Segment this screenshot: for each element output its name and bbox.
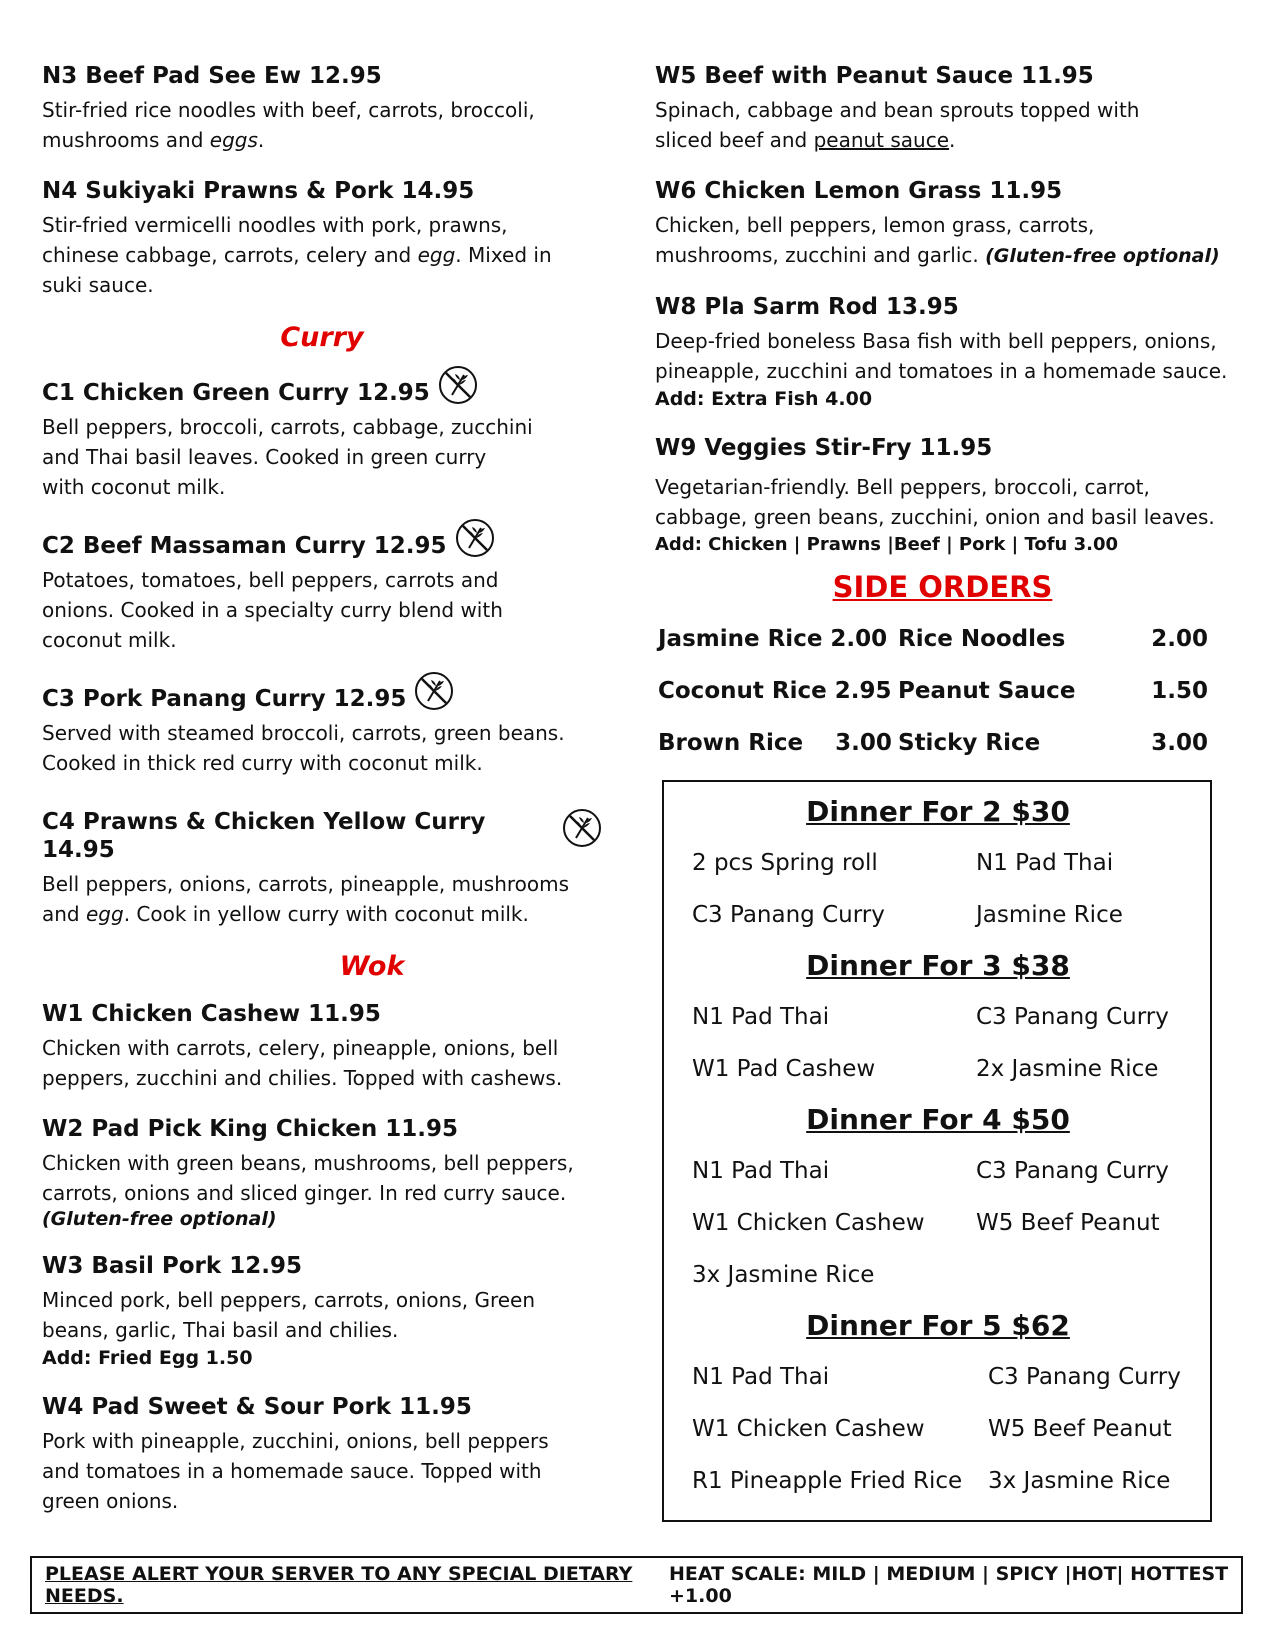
- desc-text: mushrooms, zucchini and garlic.: [655, 243, 986, 267]
- item-title: C3 Pork Panang Curry 12.95: [42, 686, 407, 712]
- item-description: [42, 1426, 602, 1516]
- side-price: 3.00: [1151, 730, 1208, 756]
- dinner-item: W1 Chicken Cashew: [692, 1416, 925, 1442]
- desc-text: . Mixed in: [455, 243, 552, 267]
- dinner-item: 3x Jasmine Rice: [988, 1468, 1171, 1494]
- dinner-item: 2 pcs Spring roll: [692, 850, 878, 876]
- desc-line: Served with steamed broccoli, carrots, green beans.: [42, 721, 565, 745]
- dinner-item: C3 Panang Curry: [976, 1004, 1169, 1030]
- item-description: [655, 210, 1230, 271]
- desc-text: .: [257, 128, 265, 152]
- add-on-note: Add: Extra Fish 4.00: [655, 388, 873, 410]
- gluten-free-note: (Gluten-free optional): [985, 245, 1220, 267]
- side-item: Brown Rice 3.00: [658, 730, 892, 756]
- menu-item-w5: [655, 62, 1230, 155]
- item-description: [655, 326, 1230, 386]
- menu-right-column: [655, 62, 1230, 758]
- desc-line: Stir-fried rice noodles with beef, carrots, broccoli,: [42, 98, 535, 122]
- item-title: W1 Chicken Cashew 11.95: [42, 1001, 381, 1027]
- dinner-item: N1 Pad Thai: [692, 1004, 830, 1030]
- add-on-note: Add: Fried Egg 1.50: [42, 1347, 253, 1369]
- item-title: W5 Beef with Peanut Sauce 11.95: [655, 63, 1094, 89]
- dinner-item: W1 Chicken Cashew: [692, 1210, 925, 1236]
- dinner-item: 3x Jasmine Rice: [692, 1262, 875, 1288]
- gluten-free-note: (Gluten-free optional): [42, 1208, 277, 1230]
- dinner-item: W1 Pad Cashew: [692, 1056, 876, 1082]
- side-price: 2.00: [1151, 626, 1208, 652]
- heat-scale: HEAT SCALE: MILD | MEDIUM | SPICY |HOT| HOTTEST +1.00: [669, 1563, 1229, 1607]
- item-title: W3 Basil Pork 12.95: [42, 1253, 302, 1279]
- item-title: N4 Sukiyaki Prawns & Pork 14.95: [42, 178, 475, 204]
- desc-line: peppers, zucchini and chilies. Topped with cashews.: [42, 1066, 563, 1090]
- dinner-title: Dinner For 4 $50: [806, 1103, 1070, 1136]
- section-heading-wok: Wok: [339, 951, 405, 982]
- item-title: W8 Pla Sarm Rod 13.95: [655, 294, 959, 320]
- desc-line: [655, 240, 1230, 271]
- desc-text: . Cook in yellow curry with coconut milk.: [123, 902, 529, 926]
- item-description: [42, 1148, 602, 1208]
- desc-text: .: [949, 128, 956, 152]
- desc-line: and Thai basil leaves. Cooked in green curry: [42, 445, 487, 469]
- item-title-row: [42, 808, 602, 864]
- desc-line: coconut milk.: [42, 628, 177, 652]
- add-on-note: Add: Chicken | Prawns |Beef | Pork | Tofu 3.00: [655, 534, 1119, 555]
- item-title: C1 Chicken Green Curry 12.95: [42, 380, 430, 406]
- dietary-alert: PLEASE ALERT YOUR SERVER TO ANY SPECIAL DIETARY NEEDS.: [45, 1563, 633, 1607]
- side-item: Peanut Sauce: [898, 678, 1076, 704]
- desc-line: beans, garlic, Thai basil and chilies.: [42, 1318, 399, 1342]
- menu-item-n4: [42, 177, 602, 300]
- desc-emphasis: egg: [417, 243, 456, 267]
- dinner-item: C3 Panang Curry: [988, 1364, 1181, 1390]
- dinner-title: Dinner For 2 $30: [806, 795, 1070, 828]
- dinner-items: [692, 1360, 1184, 1498]
- side-item: Jasmine Rice 2.00: [658, 626, 888, 652]
- item-title-row: [42, 532, 602, 560]
- menu-item-n3: [42, 62, 602, 155]
- item-title-row: [42, 685, 602, 713]
- item-description: [42, 869, 602, 929]
- dietary-footer: [30, 1556, 1243, 1614]
- item-description: [655, 472, 1230, 532]
- desc-line: Chicken, bell peppers, lemon grass, carrots,: [655, 213, 1095, 237]
- desc-line: [42, 240, 602, 270]
- item-title: W9 Veggies Stir-Fry 11.95: [655, 435, 993, 461]
- menu-item-w3: [42, 1252, 602, 1371]
- dinner-specials-box: [662, 780, 1212, 1522]
- side-item: Coconut Rice 2.95: [658, 678, 892, 704]
- desc-line: and tomatoes in a homemade sauce. Topped with: [42, 1459, 542, 1483]
- desc-line: with coconut milk.: [42, 475, 226, 499]
- desc-line: Cooked in thick red curry with coconut milk.: [42, 751, 483, 775]
- desc-line: [42, 899, 602, 929]
- desc-emphasis: egg: [85, 902, 124, 926]
- desc-line: pineapple, zucchini and tomatoes in a homemade sauce.: [655, 359, 1228, 383]
- desc-line: Chicken with green beans, mushrooms, bell peppers,: [42, 1151, 574, 1175]
- dinner-item: N1 Pad Thai: [692, 1364, 830, 1390]
- item-title: C4 Prawns & Chicken Yellow Curry 14.95: [42, 809, 486, 863]
- desc-line: green onions.: [42, 1489, 179, 1513]
- dinner-item: W5 Beef Peanut: [988, 1416, 1172, 1442]
- item-title: N3 Beef Pad See Ew 12.95: [42, 63, 382, 89]
- menu-item-w2: [42, 1115, 602, 1230]
- menu-item-w4: [42, 1393, 602, 1516]
- desc-emphasis: eggs: [209, 128, 258, 152]
- item-description: [42, 718, 602, 778]
- dinner-item: W5 Beef Peanut: [976, 1210, 1160, 1236]
- menu-item-c1: [42, 379, 602, 502]
- item-description: [42, 1285, 602, 1345]
- item-title: W2 Pad Pick King Chicken 11.95: [42, 1116, 459, 1142]
- gluten-free-icon: [455, 518, 495, 558]
- gluten-free-icon: [414, 671, 454, 711]
- menu-item-c4: [42, 808, 602, 929]
- menu-item-w9: [655, 434, 1230, 558]
- desc-line: Bell peppers, broccoli, carrots, cabbage, zucchini: [42, 415, 533, 439]
- dinner-items: [692, 846, 1184, 932]
- dinner-item: Jasmine Rice: [976, 902, 1123, 928]
- menu-item-w8: [655, 293, 1230, 412]
- side-orders-title: SIDE ORDERS: [832, 570, 1053, 604]
- desc-line: Bell peppers, onions, carrots, pineapple, mushrooms: [42, 872, 570, 896]
- desc-line: Vegetarian-friendly. Bell peppers, broccoli, carrot,: [655, 475, 1150, 499]
- item-description: [42, 95, 602, 155]
- desc-line: suki sauce.: [42, 273, 154, 297]
- dinner-items: [692, 1154, 1184, 1292]
- dinner-title: Dinner For 5 $62: [806, 1309, 1070, 1342]
- desc-line: onions. Cooked in a specialty curry blend with: [42, 598, 503, 622]
- section-heading-curry: Curry: [280, 322, 364, 353]
- item-description: [42, 565, 602, 655]
- menu-item-c2: [42, 532, 602, 655]
- item-description: [42, 210, 602, 300]
- dinner-item: N1 Pad Thai: [692, 1158, 830, 1184]
- desc-text: sliced beef and: [655, 128, 814, 152]
- dinner-item: 2x Jasmine Rice: [976, 1056, 1159, 1082]
- desc-line: Stir-fried vermicelli noodles with pork, prawns,: [42, 213, 508, 237]
- dinner-items: [692, 1000, 1184, 1086]
- item-title: W6 Chicken Lemon Grass 11.95: [655, 178, 1063, 204]
- menu-item-w1: [42, 1000, 602, 1093]
- desc-line: cabbage, green beans, zucchini, onion and basil leaves.: [655, 505, 1215, 529]
- desc-line: Potatoes, tomatoes, bell peppers, carrots and: [42, 568, 499, 592]
- dinner-item: N1 Pad Thai: [976, 850, 1114, 876]
- dinner-item: C3 Panang Curry: [692, 902, 885, 928]
- desc-text: and: [42, 902, 86, 926]
- item-description: [655, 95, 1230, 155]
- menu-item-w6: [655, 177, 1230, 271]
- side-orders-grid: [655, 624, 1230, 758]
- desc-underline: peanut sauce: [813, 128, 950, 152]
- desc-line: [655, 125, 1230, 155]
- desc-line: Minced pork, bell peppers, carrots, onions, Green: [42, 1288, 536, 1312]
- menu-item-c3: [42, 685, 602, 778]
- gluten-free-icon: [562, 808, 602, 848]
- item-title-row: [42, 379, 602, 407]
- dinner-item: R1 Pineapple Fried Rice: [692, 1468, 963, 1494]
- desc-line: [42, 125, 602, 155]
- desc-line: Pork with pineapple, zucchini, onions, bell peppers: [42, 1429, 549, 1453]
- desc-text: chinese cabbage, carrots, celery and: [42, 243, 418, 267]
- dinner-item: C3 Panang Curry: [976, 1158, 1169, 1184]
- side-item: Rice Noodles: [898, 626, 1066, 652]
- item-title: W4 Pad Sweet & Sour Pork 11.95: [42, 1394, 472, 1420]
- desc-line: carrots, onions and sliced ginger. In red curry sauce.: [42, 1181, 567, 1205]
- item-description: [42, 412, 602, 502]
- menu-left-column: [42, 62, 602, 1538]
- desc-text: mushrooms and: [42, 128, 210, 152]
- item-title: C2 Beef Massaman Curry 12.95: [42, 533, 447, 559]
- desc-line: Chicken with carrots, celery, pineapple, onions, bell: [42, 1036, 559, 1060]
- gluten-free-icon: [438, 365, 478, 405]
- item-description: [42, 1033, 602, 1093]
- side-price: 1.50: [1151, 678, 1208, 704]
- desc-line: Spinach, cabbage and bean sprouts topped with: [655, 98, 1140, 122]
- dinner-title: Dinner For 3 $38: [806, 949, 1070, 982]
- desc-line: Deep-fried boneless Basa fish with bell peppers, onions,: [655, 329, 1217, 353]
- side-item: Sticky Rice: [898, 730, 1041, 756]
